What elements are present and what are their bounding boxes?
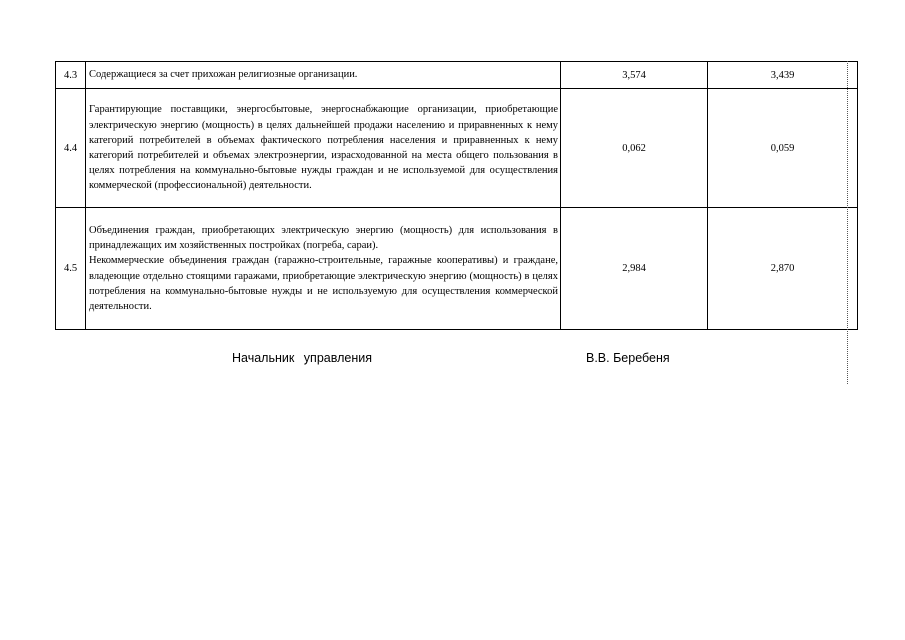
tariff-table: [55, 61, 858, 330]
row-description: [86, 89, 561, 208]
signature-title: Начальник управления: [232, 351, 372, 365]
table-row: [56, 89, 858, 208]
row-description: [86, 208, 561, 330]
row-number: 4.3: [56, 62, 86, 89]
row-number: 4.5: [56, 208, 86, 330]
table-row: [56, 62, 858, 89]
table-row: [56, 208, 858, 330]
page-edge-divider: [847, 61, 848, 384]
tariff-value-1: 0,062: [561, 89, 708, 208]
tariff-value-1: 3,574: [561, 62, 708, 89]
tariff-value-2: 3,439: [708, 62, 858, 89]
signature-name: В.В. Беребеня: [586, 351, 670, 365]
row-number: 4.4: [56, 89, 86, 208]
description-paragraph: Содержащиеся за счет прихожан религиозные организации.: [89, 69, 358, 81]
description-paragraph: Некоммерческие объединения граждан (гаражно-строительные, гаражные кооперативы) и граждане, владеющие отдельно стоящими гаражами, приобретающие электрическую энергию (мощность) в целях потребления на коммунально-бытовые нужды и не используемую для осуществления коммерческой деятельности.: [89, 255, 558, 312]
description-paragraph: Гарантирующие поставщики, энергосбытовые, энергоснабжающие организации, приобретающие электрическую энергию (мощность) в целях дальнейшей продажи населению и приравненных к нему категорий потребителей в объемах фактического потребления населения и приравненных к нему категорий потребителей и объемах электроэнергии, израсходованной на места общего пользования в целях потребления на коммунально-бытовые нужды граждан и не используемой для осуществления коммерческой (профессиональной) деятельности.: [89, 104, 558, 192]
row-description: [86, 62, 561, 89]
description-paragraph: Объединения граждан, приобретающих электрическую энергию (мощность) для использования в принадлежащих им хозяйственных постройках (погреба, сараи).: [89, 224, 558, 252]
tariff-value-2: 0,059: [708, 89, 858, 208]
tariff-value-2: 2,870: [708, 208, 858, 330]
tariff-value-1: 2,984: [561, 208, 708, 330]
